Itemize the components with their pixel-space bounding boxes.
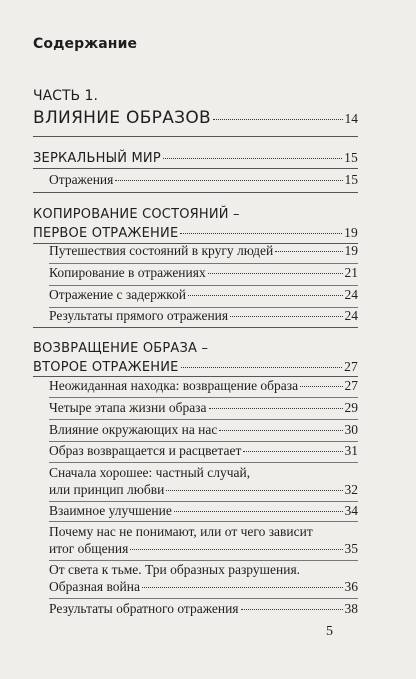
dot-leader [209,408,343,409]
dot-leader [180,233,342,234]
page-ref: 30 [344,422,358,437]
entry-title: Неожиданная находка: возвращение образа [49,378,299,393]
page-ref: 29 [344,400,358,415]
entry-title-cont: Образная война [49,579,140,594]
entry-title: От света к тьме. Три образных разрушения. [49,562,301,577]
page-number: 5 [326,624,333,639]
toc-entry [49,243,358,259]
page-ref: 32 [344,482,358,497]
divider [49,419,358,420]
part-title-row [33,108,358,128]
page-ref: 34 [344,503,358,518]
section-title-cont: ПЕРВОЕ ОТРАЖЕНИЕ [33,226,179,241]
entry-title: Взаимное улучшение [49,503,172,518]
entry-title: Результаты прямого отражения [49,308,229,323]
toc-entry [49,422,358,438]
section-title-row [33,150,358,166]
part-title: ВЛИЯНИЕ ОБРАЗОВ [33,108,211,128]
dot-leader [241,609,343,610]
dot-leader [181,367,343,368]
divider [49,560,358,561]
toc-entry [49,503,358,519]
dot-leader [243,451,342,452]
dot-leader [174,511,343,512]
divider [49,285,358,286]
page-ref: 27 [344,359,358,374]
toc-entry [49,308,358,324]
toc-entry [49,579,358,595]
dot-leader [115,180,342,181]
toc-entry [49,400,358,416]
divider [33,192,358,193]
toc-entry [49,378,358,394]
entry-title: Сначала хорошее: частный случай, [49,465,251,480]
dot-leader [213,119,343,120]
entry-title: Копирование в отражениях [49,265,206,280]
section-title: ЗЕРКАЛЬНЫЙ МИР [33,151,161,166]
section-title-cont: ВТОРОЕ ОТРАЖЕНИЕ [33,360,179,375]
toc-entry [49,541,358,557]
page-ref: 15 [344,150,358,165]
section-title-row [33,225,358,241]
divider [49,263,358,264]
entry-title: Почему нас не понимают, или от чего зависит [49,524,313,539]
page-ref: 38 [344,601,358,616]
entry-title: Влияние окружающих на нас [49,422,218,437]
dot-leader [208,273,343,274]
page-ref: 19 [344,243,358,258]
section-title-row [33,359,358,375]
divider [33,168,358,169]
divider [49,397,358,398]
dot-leader [188,295,343,296]
page-ref: 15 [344,172,358,187]
divider [49,521,358,522]
entry-title-cont: итог общения [49,541,129,556]
page-ref: 35 [344,541,358,556]
dot-leader [230,316,342,317]
dot-leader [300,386,342,387]
dot-leader [130,549,342,550]
divider [49,441,358,442]
toc-heading: Содержание [33,36,138,52]
dot-leader [166,490,342,491]
section-title: КОПИРОВАНИЕ СОСТОЯНИЙ – [33,207,240,222]
dot-leader [163,158,342,159]
entry-title: Четыре этапа жизни образа [49,400,207,415]
divider [49,462,358,463]
dot-leader [219,430,342,431]
toc-entry [49,265,358,281]
page-ref: 36 [344,579,358,594]
page-ref: 24 [344,287,358,302]
page-ref: 27 [344,378,358,393]
toc-entry [49,601,358,617]
toc-entry [49,287,358,303]
entry-title: Путешествия состояний в кругу людей [49,243,274,258]
toc-entry [49,443,358,459]
entry-title: Образ возвращается и расцветает [49,443,242,458]
toc-entry [49,482,358,498]
dot-leader [275,251,342,252]
page-ref: 19 [344,225,358,240]
page-ref: 31 [344,443,358,458]
divider [49,598,358,599]
divider [33,327,358,328]
entry-title: Отражения [49,172,114,187]
toc-entry [49,172,358,188]
entry-title: Отражение с задержкой [49,287,186,302]
divider [49,501,358,502]
page-ref: 21 [344,265,358,280]
page-ref: 14 [344,111,358,126]
divider [33,136,358,137]
part-label: ЧАСТЬ 1. [33,88,98,104]
page-ref: 24 [344,308,358,323]
divider [33,376,358,377]
entry-title: Результаты обратного отражения [49,601,239,616]
section-title: ВОЗВРАЩЕНИЕ ОБРАЗА – [33,341,209,356]
dot-leader [142,587,343,588]
entry-title-cont: или принцип любви [49,482,165,497]
